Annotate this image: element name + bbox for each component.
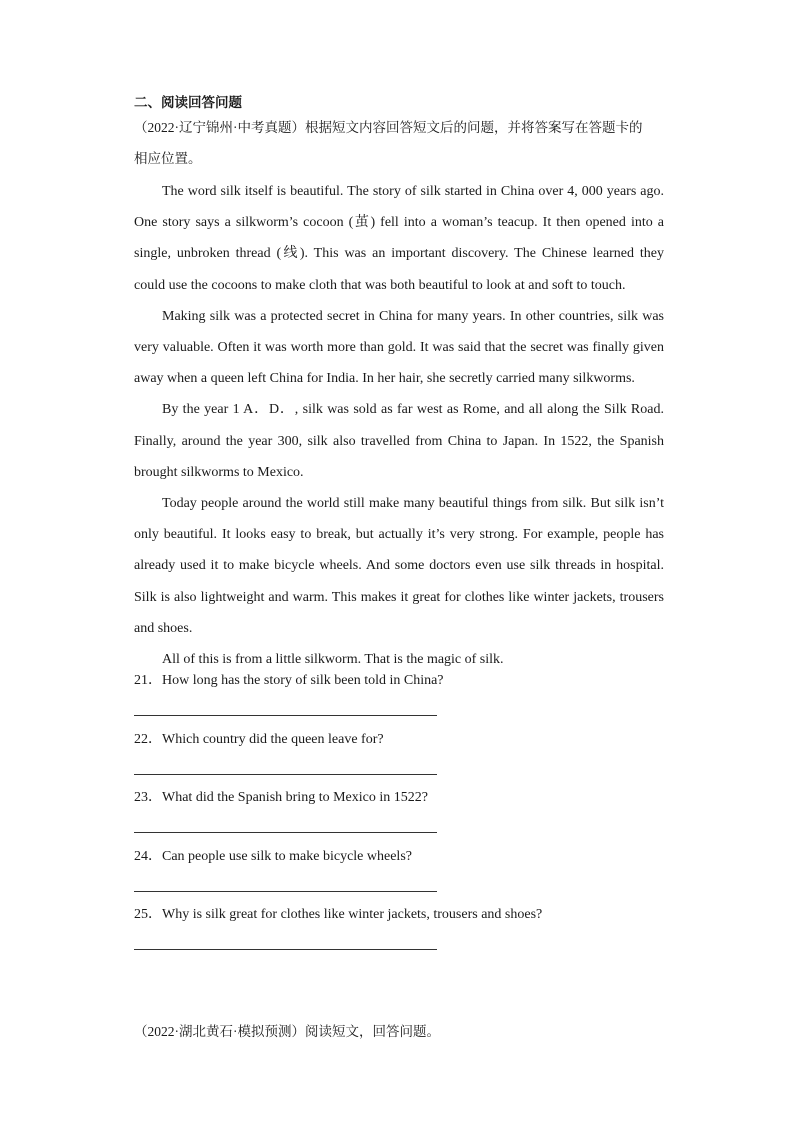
question-item	[134, 785, 674, 844]
question-item	[134, 668, 674, 727]
passage-paragraph: By the year 1 A．D．, silk was sold as far west as Rome, and all along the Silk Road. Finally, around the year 300, silk also travelled from China to Japan. In 1522, the Spanish brought silkworms to Mexico.	[134, 402, 664, 480]
next-source-line: （2022·湖北黄石·模拟预测）阅读短文，回答问题。	[134, 1024, 440, 1039]
reading-passage	[134, 176, 664, 675]
question-list	[134, 668, 674, 961]
section-title: 二、阅读回答问题	[134, 95, 242, 111]
passage-paragraph: All of this is from a little silkworm. That is the magic of silk.	[162, 652, 504, 668]
question-text: 22．Which country did the queen leave for?	[134, 731, 384, 747]
source-line-2: 相应位置。	[134, 151, 202, 166]
question-text: 23．What did the Spanish bring to Mexico in 1522?	[134, 790, 428, 806]
passage-paragraph: Making silk was a protected secret in China for many years. In other countries, silk was very valuable. Often it was worth more than gold. It was said that the secret was finally given away when a queen left China for India. In her hair, she secretly carried many silkworms.	[134, 308, 664, 387]
passage-paragraph: The word silk itself is beautiful. The story of silk started in China over 4, 000 years ago. One story says a silkworm’s cocoon (茧) fell into a woman’s teacup. It then opened into a single, unbroken thread (线). This was an important discovery. The Chinese learned they could use the cocoons to make cloth that was both beautiful to look at and soft to touch.	[134, 184, 664, 293]
answer-line[interactable]	[134, 891, 437, 892]
passage-paragraph: Today people around the world still make many beautiful things from silk. But silk isn’t only beautiful. It looks easy to break, but actually it’s very strong. For example, people has already used it to make bicycle wheels. And some doctors even use silk threads in hospital. Silk is also lightweight and warm. This makes it great for clothes like winter jackets, trousers and shoes.	[134, 496, 664, 636]
question-text: 21．How long has the story of silk been told in China?	[134, 673, 444, 688]
answer-line[interactable]	[134, 715, 437, 716]
question-text: 25．Why is silk great for clothes like winter jackets, trousers and shoes?	[134, 907, 543, 923]
question-item	[134, 902, 674, 961]
answer-line[interactable]	[134, 774, 437, 775]
source-line-1: （2022·辽宁锦州·中考真题）根据短文内容回答短文后的问题，并将答案写在答题卡的	[134, 120, 643, 135]
question-item	[134, 844, 674, 903]
question-item	[134, 727, 674, 786]
answer-line[interactable]	[134, 949, 437, 950]
answer-line[interactable]	[134, 832, 437, 833]
question-text: 24．Can people use silk to make bicycle wheels?	[134, 848, 412, 864]
